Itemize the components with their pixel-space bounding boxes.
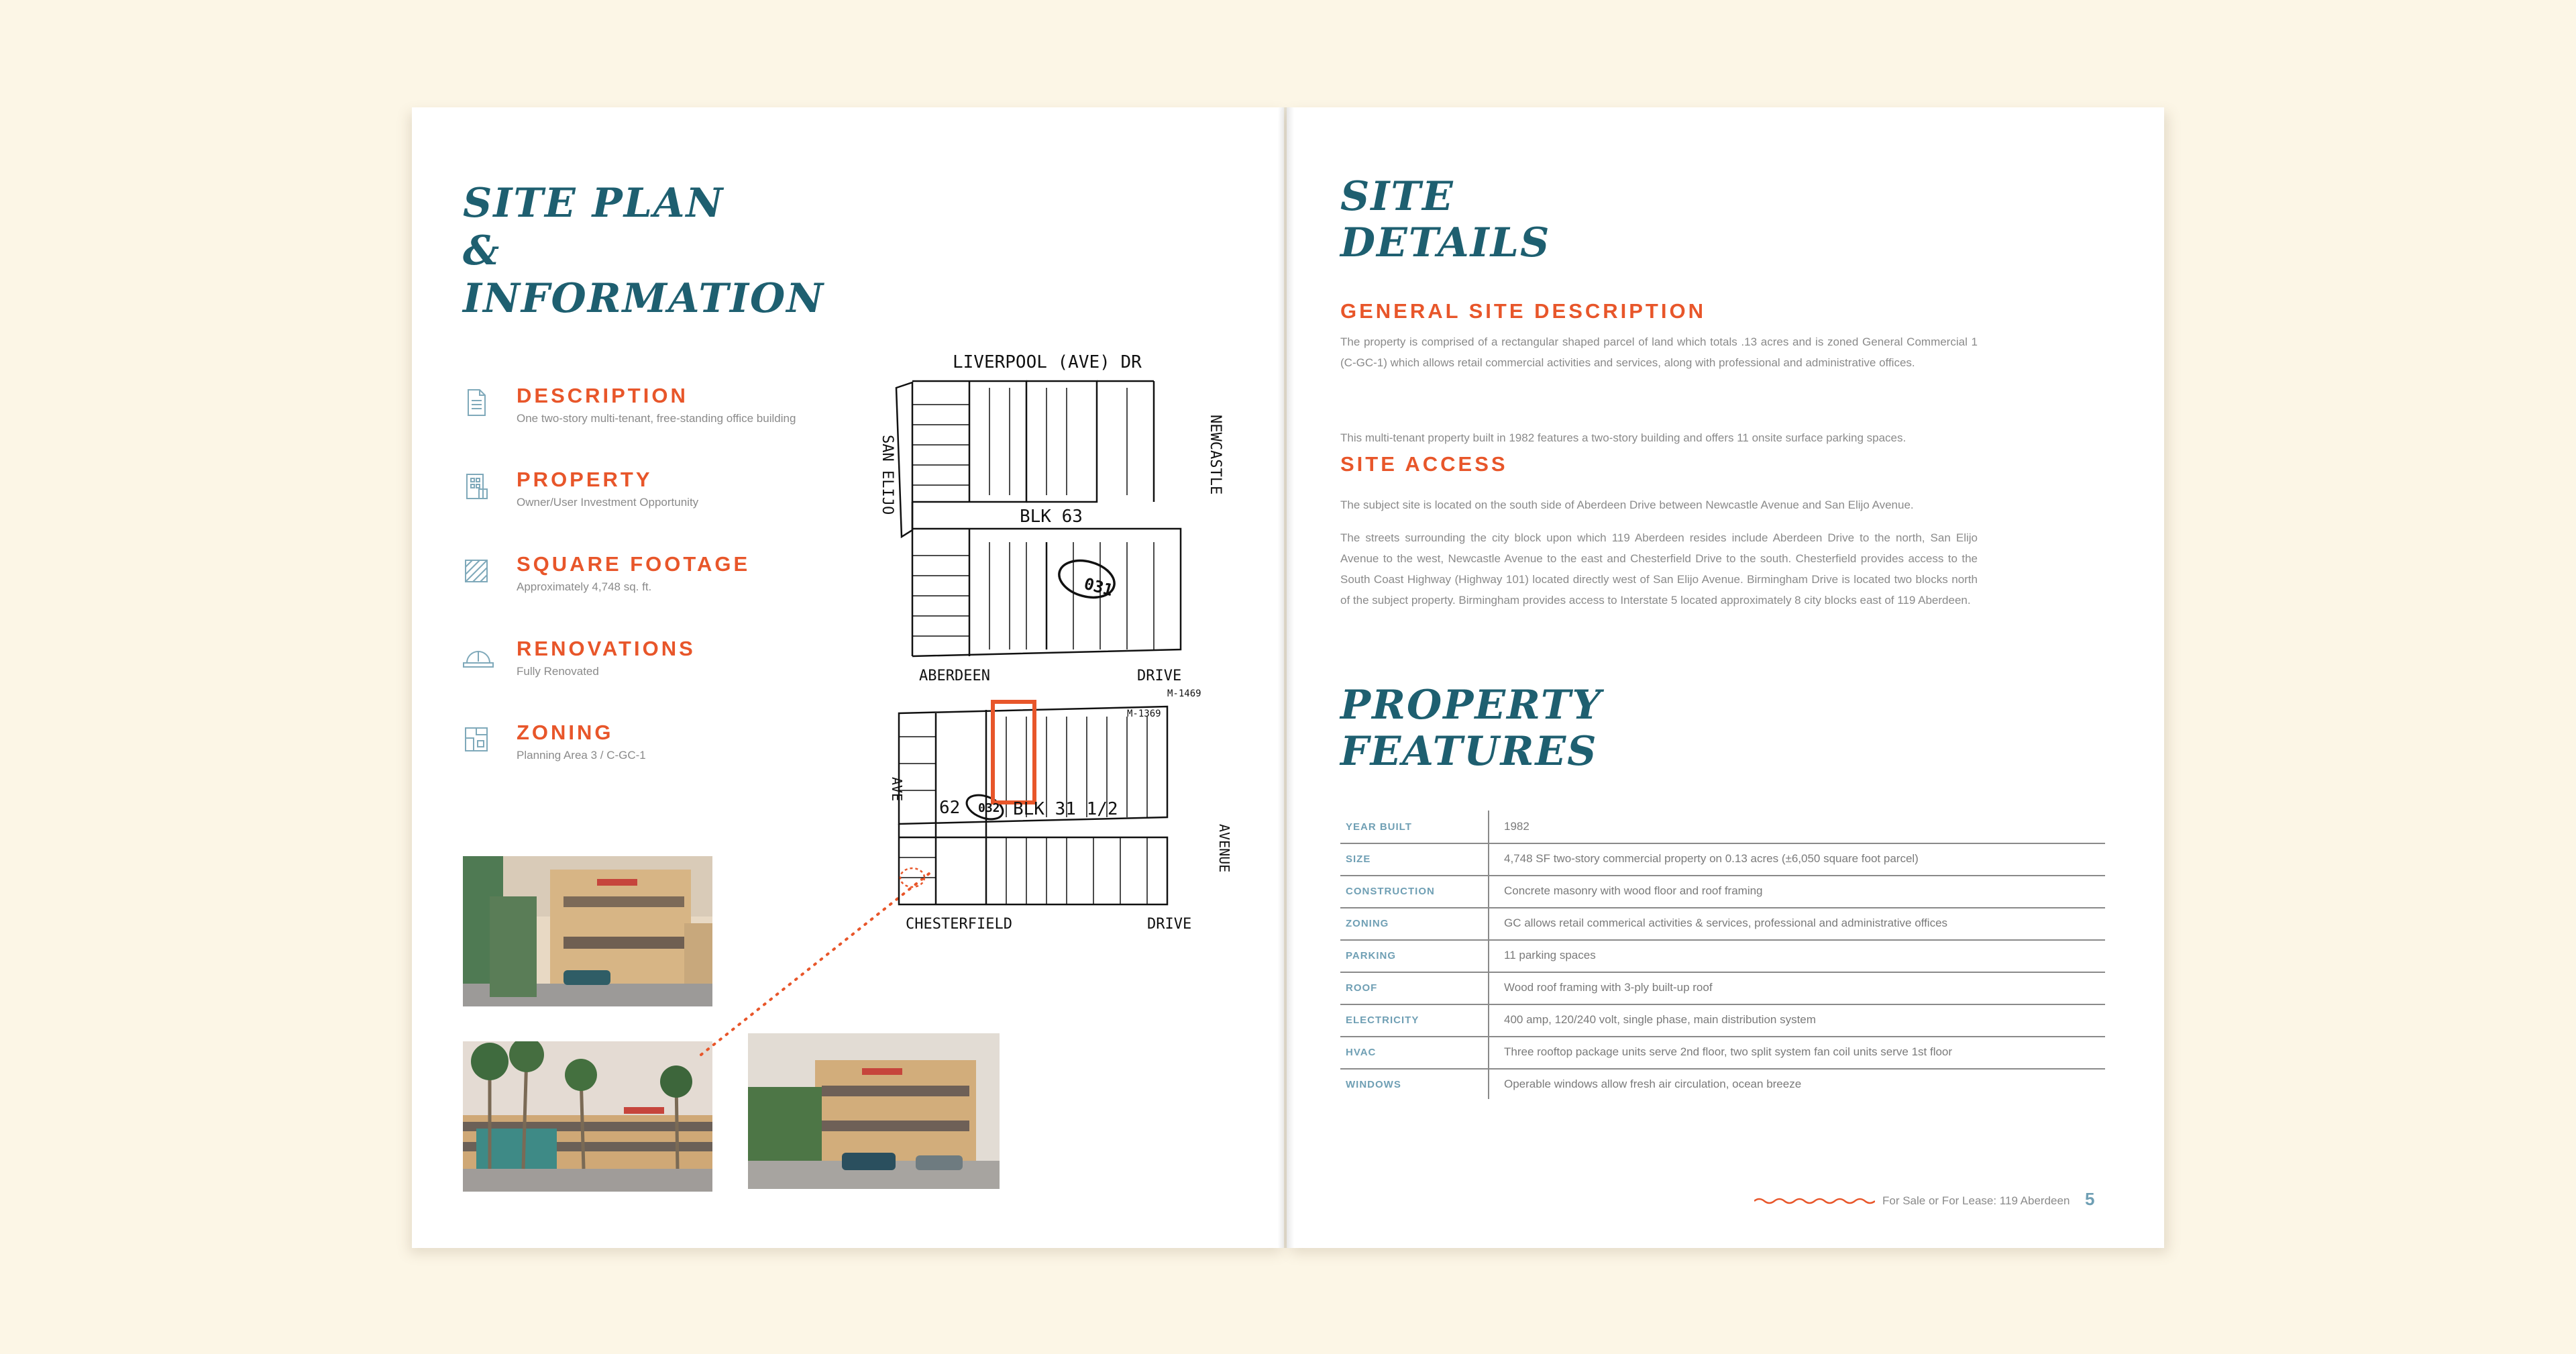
row-value: Concrete masonry with wood floor and roof framing <box>1504 884 1763 897</box>
info-text-property: Owner/User Investment Opportunity <box>517 496 699 509</box>
row-value: 400 amp, 120/240 volt, single phase, main distribution system <box>1504 1013 1816 1026</box>
map-label-liverpool: LIVERPOOL (AVE) DR <box>953 352 1142 372</box>
row-label: ZONING <box>1346 918 1389 929</box>
site-plan-title <box>463 180 825 322</box>
map-label-san-elijo: SAN ELIJO <box>879 435 896 515</box>
general-site-description-p2: This multi-tenant property built in 1982 features a two-story building and offers 11 onsite surface parking spaces. <box>1340 431 1907 444</box>
map-label-ave-left: AVE <box>889 777 905 802</box>
row-label: HVAC <box>1346 1047 1377 1058</box>
footer-text: For Sale or For Lease: 119 Aberdeen <box>1882 1194 2070 1207</box>
page-number: 5 <box>2085 1189 2095 1209</box>
table-row <box>1340 941 2105 973</box>
property-features-line-2: FEATURES <box>1340 728 1598 775</box>
building-photo-1 <box>463 856 712 1006</box>
building-icon <box>463 472 490 501</box>
table-row <box>1340 973 2105 1005</box>
row-value: GC allows retail commerical activities & services, professional and administrative offices <box>1504 917 1948 929</box>
info-title-zoning: ZONING <box>517 721 614 744</box>
title-line-1: SITE PLAN <box>463 180 724 227</box>
map-label-blk63: BLK 63 <box>1020 507 1083 527</box>
map-label-62: 62 <box>939 798 961 818</box>
building-photo-2 <box>463 1041 712 1192</box>
site-access-p1: The subject site is located on the south side of Aberdeen Drive between Newcastle Avenue and San Elijo Avenue. <box>1340 499 1914 511</box>
info-text-zoning: Planning Area 3 / C-GC-1 <box>517 749 646 762</box>
row-label: ROOF <box>1346 982 1378 994</box>
site-details-line-2: DETAILS <box>1340 219 1551 266</box>
document-icon <box>463 388 490 417</box>
row-value: 1982 <box>1504 820 1529 833</box>
title-line-2: & <box>463 227 501 274</box>
map-label-032: 032 <box>978 801 1000 815</box>
title-line-3: INFORMATION <box>463 275 825 322</box>
hardhat-icon <box>462 641 495 671</box>
row-label: WINDOWS <box>1346 1079 1401 1090</box>
info-title-property: PROPERTY <box>517 468 653 491</box>
map-label-m1369: M-1369 <box>1127 709 1161 719</box>
table-row <box>1340 844 2105 876</box>
map-label-newcastle: NEWCASTLE <box>1207 415 1224 495</box>
zoning-icon <box>463 725 490 754</box>
info-title-renovations: RENOVATIONS <box>517 637 696 660</box>
site-access-heading: SITE ACCESS <box>1340 452 1508 476</box>
table-row <box>1340 1005 2105 1037</box>
parcel-map <box>872 341 1248 945</box>
row-value: Operable windows allow fresh air circulation, ocean breeze <box>1504 1078 1802 1090</box>
general-site-description-p1: The property is comprised of a rectangular shaped parcel of land which totals .13 acres and is zoned General Commercial 1 (C-GC-1) which allows retail commercial activities and services, along with professional and administrative offices. <box>1340 335 1978 369</box>
row-label: YEAR BUILT <box>1346 821 1412 833</box>
map-label-blk31: BLK 31 1/2 <box>1013 799 1118 819</box>
site-details-line-1: SITE <box>1340 173 1454 220</box>
info-text-renovations: Fully Renovated <box>517 665 599 678</box>
map-label-avenue-right: AVENUE <box>1216 824 1232 873</box>
info-title-description: DESCRIPTION <box>517 384 688 407</box>
general-site-description-heading: GENERAL SITE DESCRIPTION <box>1340 299 1706 323</box>
row-label: PARKING <box>1346 950 1397 961</box>
table-row <box>1340 812 2105 844</box>
footer-wave-icon <box>1754 1196 1875 1206</box>
map-label-chesterfield: CHESTERFIELD <box>906 916 1012 933</box>
property-features-title <box>1340 684 1602 773</box>
row-label: ELECTRICITY <box>1346 1014 1419 1026</box>
row-label: CONSTRUCTION <box>1346 886 1435 897</box>
map-label-aberdeen: ABERDEEN <box>919 668 990 684</box>
row-value: Three rooftop package units serve 2nd floor, two split system fan coil units serve 1st floor <box>1504 1045 1953 1058</box>
row-label: SIZE <box>1346 853 1371 865</box>
map-label-m1469: M-1469 <box>1167 688 1201 699</box>
property-features-line-1: PROPERTY <box>1340 682 1603 729</box>
info-title-square-footage: SQUARE FOOTAGE <box>517 552 751 576</box>
row-value: 4,748 SF two-story commercial property on 0.13 acres (±6,050 square foot parcel) <box>1504 852 1919 865</box>
table-row <box>1340 876 2105 908</box>
square-hatch-icon <box>463 556 490 586</box>
book-gutter <box>1278 107 1294 1248</box>
table-row <box>1340 908 2105 941</box>
table-row <box>1340 1070 2105 1102</box>
site-access-p2: The streets surrounding the city block upon which 119 Aberdeen resides include Aberdeen Drive to the north, San Elijo Avenue to the west, Newcastle Avenue to the east and Chesterfield Drive to the south. Chesterfield provides access to the South Coast Highway (Highway 101) located directly west of San Elijo Avenue. Birmingham Drive is located two blocks north of the subject property. Birmingham provides access to Interstate 5 located approximately 8 city blocks east of 119 Aberdeen. <box>1340 531 1978 607</box>
site-details-title <box>1340 173 1551 266</box>
map-label-031: 031 <box>1081 574 1116 601</box>
row-value: 11 parking spaces <box>1504 949 1596 961</box>
map-label-drive-2: DRIVE <box>1147 916 1192 933</box>
table-row <box>1340 1037 2105 1070</box>
info-text-square-footage: Approximately 4,748 sq. ft. <box>517 580 652 593</box>
info-text-description: One two-story multi-tenant, free-standing office building <box>517 412 796 425</box>
map-label-drive-1: DRIVE <box>1137 668 1182 684</box>
row-value: Wood roof framing with 3-ply built-up roof <box>1504 981 1713 994</box>
